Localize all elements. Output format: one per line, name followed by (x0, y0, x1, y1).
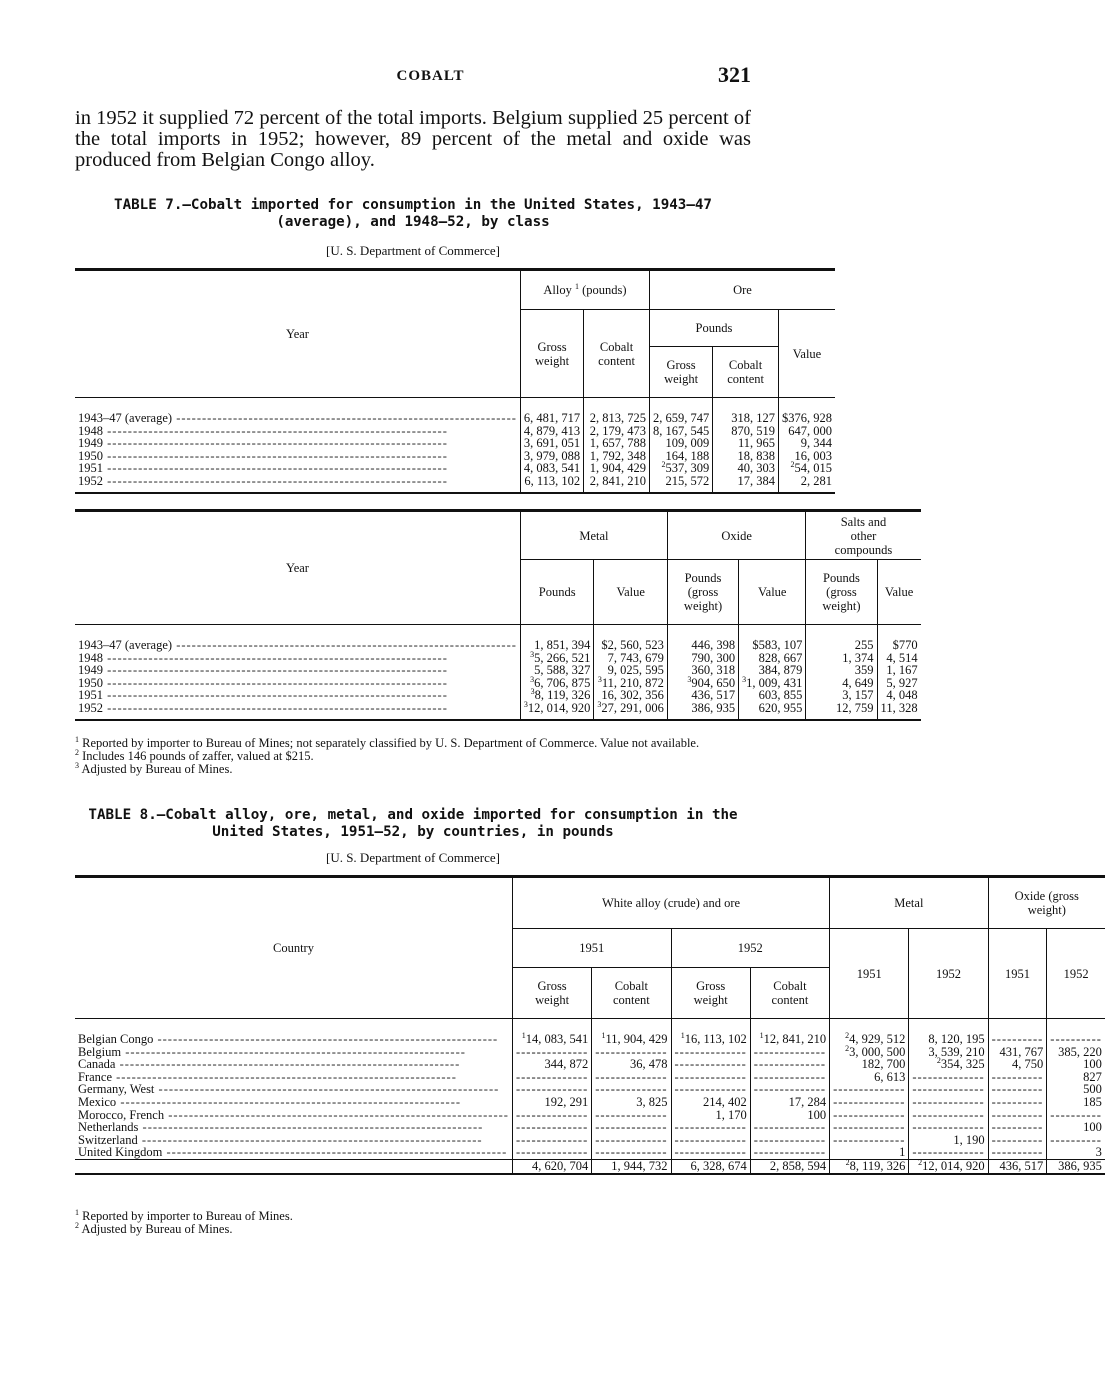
t8-country-header: Country (75, 877, 512, 1019)
cell-oxide-value: 828, 667 (739, 652, 806, 665)
cell-alloy-cobalt: 2, 179, 473 (584, 425, 650, 438)
cell-c6: -------------- (909, 1121, 988, 1134)
t7p2-oxide-header: Oxide (667, 511, 805, 560)
cell-ore-cobalt: 11, 965 (713, 437, 779, 450)
cell-oxide-pounds: 446, 398 (667, 639, 738, 652)
table7-caption (75, 197, 751, 231)
cell-c8: 3 (1047, 1146, 1105, 1159)
t8-alloy-1951: 1951 (512, 929, 671, 968)
cell-c6: -------------- (909, 1071, 988, 1084)
cell-oxide-pounds: 360, 318 (667, 664, 738, 677)
cell-oxide-value: 620, 955 (739, 702, 806, 715)
cell-c1: -------------- (512, 1046, 591, 1059)
cell-alloy-cobalt: 1, 657, 788 (584, 437, 650, 450)
t8-oxide-1951: 1951 (988, 929, 1047, 1019)
cell-salts-pounds: 12, 759 (806, 702, 877, 715)
cell-c7: ---------- (988, 1071, 1047, 1084)
total-c6: $^2$12, 014, 920 (909, 1159, 988, 1173)
cell-c6: -------------- (909, 1083, 988, 1096)
t8-1951-gross-weight: Gross weight (512, 968, 591, 1019)
t8-metal-1952: 1952 (909, 929, 988, 1019)
cell-c5: $^2$4, 929, 512 (830, 1033, 909, 1046)
row-year: 1950 ------------------------------------------------------------------ (78, 675, 448, 690)
cell-c5: 182, 700 (830, 1058, 909, 1071)
t7p1-year-header: Year (75, 270, 520, 398)
t8-body (75, 1019, 1105, 1174)
table7-part2 (75, 509, 921, 721)
cell-salts-value: $770 (877, 639, 921, 652)
cell-oxide-pounds: $^3$904, 650 (667, 677, 738, 690)
cell-c1: -------------- (512, 1083, 591, 1096)
cell-metal-value: $2, 560, 523 (594, 639, 668, 652)
cell-ore-cobalt: 318, 127 (713, 412, 779, 425)
cell-salts-pounds: 359 (806, 664, 877, 677)
cell-alloy-gross: 4, 083, 541 (520, 462, 583, 475)
cell-ore-gross: 215, 572 (649, 475, 712, 488)
cell-c6: $^2$354, 325 (909, 1058, 988, 1071)
cell-alloy-gross: 6, 481, 717 (520, 412, 583, 425)
cell-salts-value: 1, 167 (877, 664, 921, 677)
cell-c5: -------------- (830, 1121, 909, 1134)
cell-salts-value: 11, 328 (877, 702, 921, 715)
cell-c6: -------------- (909, 1109, 988, 1122)
cell-ore-gross: 109, 009 (649, 437, 712, 450)
cell-oxide-pounds: 790, 300 (667, 652, 738, 665)
cell-c7: ---------- (988, 1146, 1047, 1159)
t7p2-metal-value: Value (594, 560, 668, 625)
t7p1-cobalt-content: Cobalt content (584, 310, 650, 398)
cell-c1: 344, 872 (512, 1058, 591, 1071)
cell-ore-value: $376, 928 (778, 412, 835, 425)
cell-metal-value: $^3$11, 210, 872 (594, 677, 668, 690)
cell-c4: 17, 284 (750, 1096, 829, 1109)
cell-c7: ---------- (988, 1134, 1047, 1147)
cell-c1: -------------- (512, 1071, 591, 1084)
t7p1-pounds-header: Pounds (649, 310, 778, 347)
row-year: 1949 ------------------------------------------------------------------ (78, 663, 448, 678)
cell-salts-value: 5, 927 (877, 677, 921, 690)
t8-metal-1951: 1951 (830, 929, 909, 1019)
t7p1-value-header: Value (778, 310, 835, 398)
cell-salts-pounds: 255 (806, 639, 877, 652)
row-country: Netherlands ------------------------------------------------------------------ (78, 1120, 484, 1135)
t8-1952-cobalt-content: Cobalt content (750, 968, 829, 1019)
cell-oxide-value: 384, 879 (739, 664, 806, 677)
cell-metal-pounds: $^3$8, 119, 326 (520, 689, 594, 702)
row-year: 1949 ------------------------------------------------------------------ (78, 436, 448, 451)
t7p1-ore-header: Ore (649, 270, 835, 310)
t7-footnote-3: $^3$ Adjusted by Bureau of Mines. (75, 760, 233, 776)
t7p2-metal-header: Metal (520, 511, 667, 560)
cell-metal-value: $^3$27, 291, 006 (594, 702, 668, 715)
table7-footnotes (75, 734, 765, 776)
cell-c4: -------------- (750, 1083, 829, 1096)
cell-c6: -------------- (909, 1146, 988, 1159)
cell-c8: 500 (1047, 1083, 1105, 1096)
total-c1: 4, 620, 704 (512, 1159, 591, 1173)
cell-ore-value: 647, 000 (778, 425, 835, 438)
cell-oxide-value: $583, 107 (739, 639, 806, 652)
table8-footnotes (75, 1207, 765, 1236)
cell-c7: 4, 750 (988, 1058, 1047, 1071)
table7-source: [U. S. Department of Commerce] (325, 243, 500, 258)
cell-alloy-gross: 3, 691, 051 (520, 437, 583, 450)
t7p2-salts-pounds: Pounds (gross weight) (806, 560, 877, 625)
t7-footnote-1: $^1$ Reported by importer to Bureau of Mines; not separately classified by U. S. Department of Commerce. Value not available. (75, 734, 700, 750)
cell-c3: -------------- (671, 1146, 750, 1159)
total-label (75, 1159, 512, 1173)
cell-c6: 3, 539, 210 (909, 1046, 988, 1059)
cell-oxide-pounds: 386, 935 (667, 702, 738, 715)
running-title: COBALT (396, 68, 465, 84)
cell-oxide-value: $^3$1, 009, 431 (739, 677, 806, 690)
cell-salts-pounds: 1, 374 (806, 652, 877, 665)
table-end-rule (75, 488, 835, 493)
cell-c8: 100 (1047, 1121, 1105, 1134)
cell-c8: 385, 220 (1047, 1046, 1105, 1059)
t8-footnote-2: $^2$ Adjusted by Bureau of Mines. (75, 1220, 233, 1236)
cell-c1: $^1$14, 083, 541 (512, 1033, 591, 1046)
cell-ore-cobalt: 40, 303 (713, 462, 779, 475)
cell-c1: -------------- (512, 1121, 591, 1134)
cell-c5: $^2$3, 000, 500 (830, 1046, 909, 1059)
cell-c3: -------------- (671, 1121, 750, 1134)
cell-salts-pounds: 4, 649 (806, 677, 877, 690)
cell-ore-cobalt: 870, 519 (713, 425, 779, 438)
cell-c6: 1, 190 (909, 1134, 988, 1147)
cell-c4: -------------- (750, 1058, 829, 1071)
total-c7: 436, 517 (988, 1159, 1047, 1173)
cell-salts-value: 4, 048 (877, 689, 921, 702)
cell-ore-value: 9, 344 (778, 437, 835, 450)
cell-ore-gross: 8, 167, 545 (649, 425, 712, 438)
t7p1-alloy-header: Alloy $^1$ (pounds) (520, 270, 649, 310)
cell-c4: $^1$12, 841, 210 (750, 1033, 829, 1046)
cell-salts-pounds: 3, 157 (806, 689, 877, 702)
cell-alloy-cobalt: 1, 904, 429 (584, 462, 650, 475)
row-year: 1950 ------------------------------------------------------------------ (78, 448, 448, 463)
cell-c8: ---------- (1047, 1109, 1105, 1122)
table8 (75, 875, 1105, 1175)
cell-c1: -------------- (512, 1109, 591, 1122)
row-country: Germany, West ------------------------------------------------------------------ (78, 1082, 500, 1097)
cell-alloy-gross: 3, 979, 088 (520, 450, 583, 463)
row-year: 1948 ------------------------------------------------------------------ (78, 423, 448, 438)
cell-ore-cobalt: 18, 838 (713, 450, 779, 463)
table-row (75, 475, 835, 488)
cell-c5: -------------- (830, 1083, 909, 1096)
table8-source: [U. S. Department of Commerce] (325, 850, 500, 865)
cell-c4: -------------- (750, 1146, 829, 1159)
cell-c3: -------------- (671, 1046, 750, 1059)
cell-ore-gross: 164, 188 (649, 450, 712, 463)
table-row (75, 702, 921, 715)
cell-c1: -------------- (512, 1146, 591, 1159)
cell-c2: -------------- (592, 1083, 671, 1096)
cell-c5: -------------- (830, 1096, 909, 1109)
row-country: Belgium ------------------------------------------------------------------ (78, 1044, 466, 1059)
cell-c5: 1 (830, 1146, 909, 1159)
row-year: 1943–47 (average) ------------------------------------------------------------------ (78, 411, 517, 425)
cell-ore-value: 16, 003 (778, 450, 835, 463)
t7p1-ore-cobalt-content: Cobalt content (713, 347, 779, 398)
cell-metal-value: 16, 302, 356 (594, 689, 668, 702)
cell-metal-value: 9, 025, 595 (594, 664, 668, 677)
t7-footnote-2: $^2$ Includes 146 pounds of zaffer, valued at $215. (75, 747, 314, 763)
cell-c7: 431, 767 (988, 1046, 1047, 1059)
cell-c6: -------------- (909, 1096, 988, 1109)
t8-oxide-header: Oxide (gross weight) (988, 877, 1105, 929)
cell-c4: -------------- (750, 1071, 829, 1084)
row-year: 1951 ------------------------------------------------------------------ (78, 688, 448, 703)
cell-c6: 8, 120, 195 (909, 1033, 988, 1046)
table-end-rule (75, 715, 921, 720)
t7p2-salts-header: Salts and other compounds (806, 511, 921, 560)
cell-alloy-gross: 6, 113, 102 (520, 475, 583, 488)
total-c2: 1, 944, 732 (592, 1159, 671, 1173)
cell-c7: ---------- (988, 1083, 1047, 1096)
row-country: Morocco, French ------------------------------------------------------------------ (78, 1107, 509, 1122)
page-number: 321 (718, 62, 751, 87)
row-country: France ------------------------------------------------------------------ (78, 1069, 457, 1084)
cell-c4: -------------- (750, 1121, 829, 1134)
t8-1952-gross-weight: Gross weight (671, 968, 750, 1019)
cell-metal-pounds: $^3$12, 014, 920 (520, 702, 594, 715)
table-row (75, 1146, 1105, 1159)
cell-alloy-cobalt: 2, 813, 725 (584, 412, 650, 425)
cell-c7: ---------- (988, 1109, 1047, 1122)
cell-c3: $^1$16, 113, 102 (671, 1033, 750, 1046)
cell-salts-value: 4, 514 (877, 652, 921, 665)
cell-c3: -------------- (671, 1083, 750, 1096)
cell-c7: ---------- (988, 1033, 1047, 1046)
row-country: Canada ------------------------------------------------------------------ (78, 1057, 461, 1072)
row-year: 1951 ------------------------------------------------------------------ (78, 461, 448, 476)
cell-c3: -------------- (671, 1058, 750, 1071)
cell-c8: 185 (1047, 1096, 1105, 1109)
cell-c4: -------------- (750, 1046, 829, 1059)
cell-c1: -------------- (512, 1134, 591, 1147)
cell-metal-value: 7, 743, 679 (594, 652, 668, 665)
t7p2-salts-value: Value (877, 560, 921, 625)
t8-oxide-1952: 1952 (1047, 929, 1105, 1019)
row-country: United Kingdom ------------------------------------------------------------------ (78, 1145, 508, 1160)
cell-c5: -------------- (830, 1109, 909, 1122)
cell-metal-pounds: $^3$5, 266, 521 (520, 652, 594, 665)
cell-metal-pounds: 1, 851, 394 (520, 639, 594, 652)
cell-oxide-value: 603, 855 (739, 689, 806, 702)
cell-ore-gross: $^2$537, 309 (649, 462, 712, 475)
total-c4: 2, 858, 594 (750, 1159, 829, 1173)
total-c5: $^2$8, 119, 326 (830, 1159, 909, 1173)
cell-c3: -------------- (671, 1071, 750, 1084)
cell-c3: 214, 402 (671, 1096, 750, 1109)
cell-c2: 3, 825 (592, 1096, 671, 1109)
row-country: Switzerland ------------------------------------------------------------------ (78, 1132, 483, 1147)
t8-metal-header: Metal (830, 877, 989, 929)
cell-c5: -------------- (830, 1134, 909, 1147)
cell-oxide-pounds: 436, 517 (667, 689, 738, 702)
t8-alloy-1952: 1952 (671, 929, 830, 968)
cell-metal-pounds: $^3$6, 706, 875 (520, 677, 594, 690)
cell-c7: ---------- (988, 1121, 1047, 1134)
t8-1951-cobalt-content: Cobalt content (592, 968, 671, 1019)
t8-white-alloy-header: White alloy (crude) and ore (512, 877, 829, 929)
cell-c4: -------------- (750, 1134, 829, 1147)
intro-paragraph: in 1952 it supplied 72 percent of the total imports. Belgium supplied 25 percent of the total imports in 1952; however, 89 percent of the metal and oxide was produced from Belgian Congo alloy. (75, 107, 751, 171)
table8-caption (75, 807, 751, 841)
table-total-row (75, 1159, 1105, 1173)
cell-c5: 6, 613 (830, 1071, 909, 1084)
t7p2-oxide-value: Value (739, 560, 806, 625)
cell-c8: ---------- (1047, 1134, 1105, 1147)
row-year: 1952 ------------------------------------------------------------------ (78, 700, 448, 715)
cell-c1: 192, 291 (512, 1096, 591, 1109)
t7p2-metal-pounds: Pounds (520, 560, 594, 625)
cell-c2: -------------- (592, 1046, 671, 1059)
table8-caption-line2: United States, 1951–52, by countries, in pounds (212, 824, 614, 840)
cell-c2: -------------- (592, 1121, 671, 1134)
cell-c3: -------------- (671, 1134, 750, 1147)
cell-c2: -------------- (592, 1109, 671, 1122)
table7-part1 (75, 268, 835, 494)
cell-c8: 827 (1047, 1071, 1105, 1084)
cell-c3: 1, 170 (671, 1109, 750, 1122)
cell-ore-gross: 2, 659, 747 (649, 412, 712, 425)
cell-metal-pounds: 5, 588, 327 (520, 664, 594, 677)
cell-c2: -------------- (592, 1071, 671, 1084)
cell-c2: -------------- (592, 1134, 671, 1147)
cell-c8: 100 (1047, 1058, 1105, 1071)
row-country: Belgian Congo ------------------------------------------------------------------ (78, 1032, 499, 1046)
t7p2-year-header: Year (75, 511, 520, 625)
cell-alloy-cobalt: 1, 792, 348 (584, 450, 650, 463)
cell-c2: -------------- (592, 1146, 671, 1159)
t7p1-gross-weight: Gross weight (520, 310, 583, 398)
row-country: Mexico ------------------------------------------------------------------ (78, 1094, 462, 1109)
t7p1-body (75, 398, 835, 493)
total-c8: 386, 935 (1047, 1159, 1105, 1173)
table8-caption-line1: TABLE 8.—Cobalt alloy, ore, metal, and oxide imported for consumption in the (88, 807, 738, 823)
table7-caption-line2: (average), and 1948–52, by class (276, 214, 550, 230)
cell-ore-value: $^2$54, 015 (778, 462, 835, 475)
row-year: 1948 ------------------------------------------------------------------ (78, 650, 448, 665)
cell-alloy-cobalt: 2, 841, 210 (584, 475, 650, 488)
cell-c7: ---------- (988, 1096, 1047, 1109)
row-year: 1952 ------------------------------------------------------------------ (78, 473, 448, 488)
t7p2-body (75, 625, 921, 720)
total-c3: 6, 328, 674 (671, 1159, 750, 1173)
cell-ore-cobalt: 17, 384 (713, 475, 779, 488)
t8-footnote-1: $^1$ Reported by importer to Bureau of Mines. (75, 1207, 293, 1223)
table7-caption-line1: TABLE 7.—Cobalt imported for consumption in the United States, 1943–47 (114, 197, 712, 213)
cell-c4: 100 (750, 1109, 829, 1122)
cell-alloy-gross: 4, 879, 413 (520, 425, 583, 438)
cell-c8: ---------- (1047, 1033, 1105, 1046)
cell-ore-value: 2, 281 (778, 475, 835, 488)
t7p2-oxide-pounds: Pounds (gross weight) (667, 560, 738, 625)
row-year: 1943–47 (average) ------------------------------------------------------------------ (78, 638, 517, 652)
cell-c2: $^1$11, 904, 429 (592, 1033, 671, 1046)
t7p1-ore-gross-weight: Gross weight (649, 347, 712, 398)
cell-c2: 36, 478 (592, 1058, 671, 1071)
